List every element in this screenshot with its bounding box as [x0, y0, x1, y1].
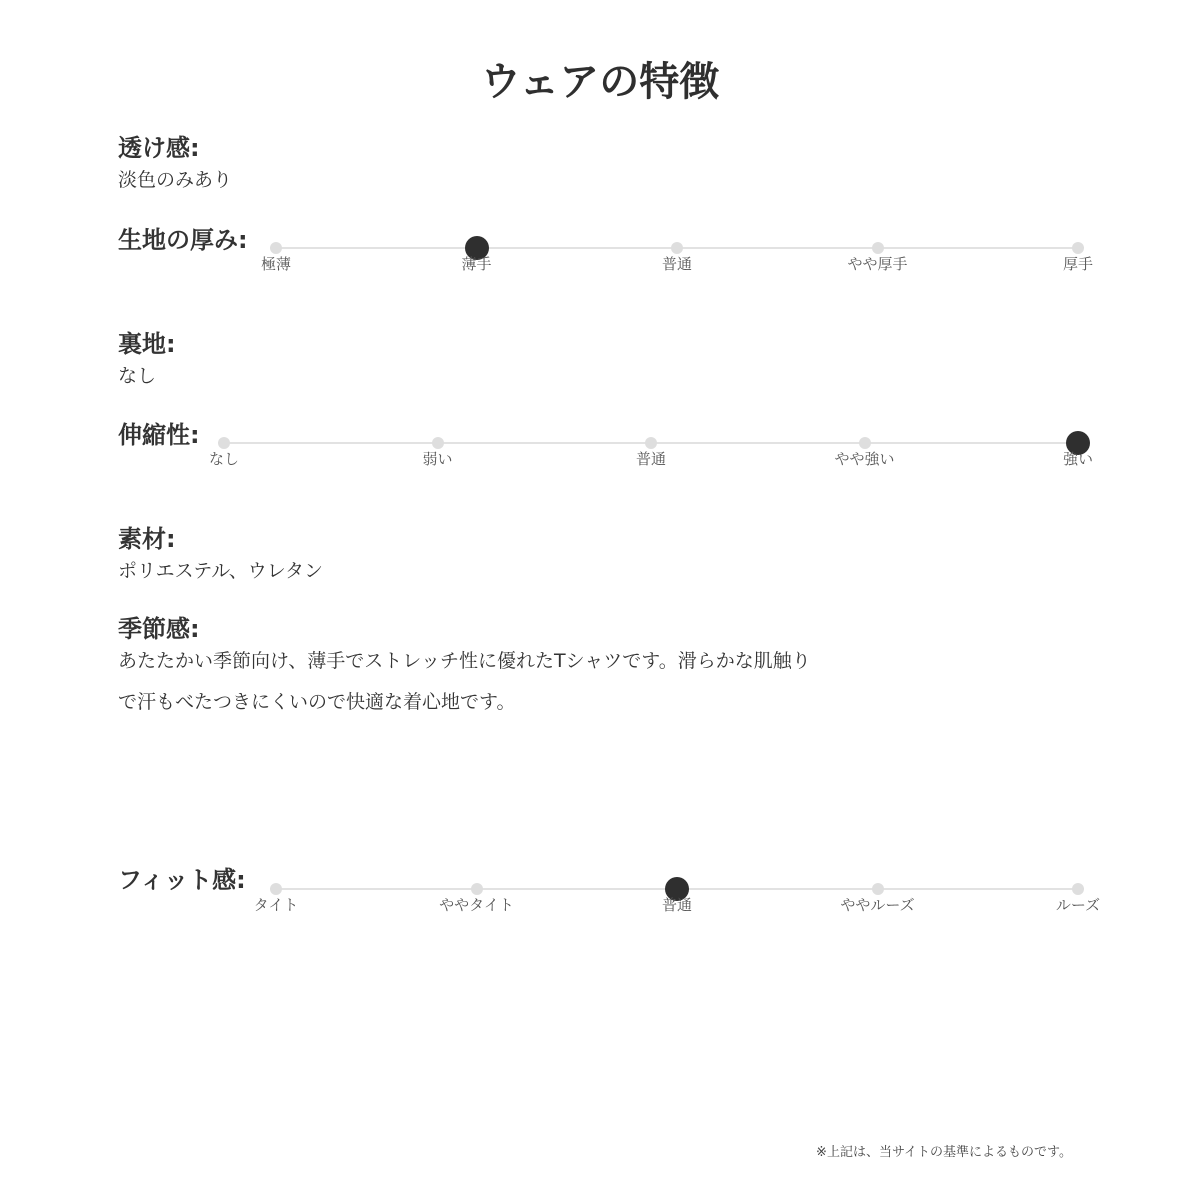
stretch-label: 伸縮性: [118, 421, 200, 449]
season-label: 季節感: [118, 615, 200, 643]
scale-dot [471, 883, 483, 895]
thickness-option-label: 普通 [661, 255, 692, 273]
season-description-line-2: で汗もべたつきにくいので快適な着心地です。 [118, 691, 516, 713]
footnote: ※上記は、当サイトの基準によるものです。 [816, 1145, 1072, 1160]
scale-dot [432, 437, 444, 449]
season-description-line-1: あたたかい季節向け、薄手でストレッチ性に優れたTシャツです。滑らかな肌触り [118, 650, 811, 672]
stretch-option-label: 弱い [422, 450, 453, 468]
page-title: ウェアの特徴 [480, 59, 720, 105]
fit-label: フィット感: [118, 866, 246, 894]
scale-dot [645, 437, 657, 449]
scale-dot [218, 437, 230, 449]
scale-dot [872, 242, 884, 254]
stretch-option-label: なし [208, 450, 239, 468]
fit-option-label: ややタイト [439, 896, 514, 914]
fit-option-label: ややルーズ [840, 896, 915, 914]
stretch-scale [208, 435, 1093, 485]
scale-dot [671, 242, 683, 254]
fit-option-label: ルーズ [1055, 896, 1101, 914]
lining-value: なし [118, 365, 157, 387]
thickness-scale [260, 240, 1093, 290]
scale-dot [872, 883, 884, 895]
lining-label: 裏地: [118, 330, 176, 358]
fit-option-label: タイト [253, 896, 299, 914]
scale-dot [270, 883, 282, 895]
season-description [118, 641, 1078, 723]
thickness-option-label: 厚手 [1062, 255, 1093, 273]
stretch-option-label: 普通 [635, 450, 666, 468]
thickness-label: 生地の厚み: [118, 226, 248, 254]
scale-dot [1072, 242, 1084, 254]
fit-option-label: 普通 [661, 896, 692, 914]
thickness-option-label: やや厚手 [847, 255, 908, 273]
sheerness-label: 透け感: [118, 134, 200, 162]
sheerness-value: 淡色のみあり [118, 169, 233, 191]
stretch-option-label: 強い [1062, 450, 1093, 468]
thickness-option-label: 極薄 [260, 255, 291, 273]
material-label: 素材: [118, 525, 176, 553]
scale-dot [859, 437, 871, 449]
scale-dot [270, 242, 282, 254]
material-value: ポリエステル、ウレタン [118, 560, 324, 582]
thickness-option-label: 薄手 [461, 255, 492, 273]
scale-dot [1072, 883, 1084, 895]
fit-scale [253, 881, 1101, 931]
stretch-option-label: やや強い [834, 450, 895, 468]
